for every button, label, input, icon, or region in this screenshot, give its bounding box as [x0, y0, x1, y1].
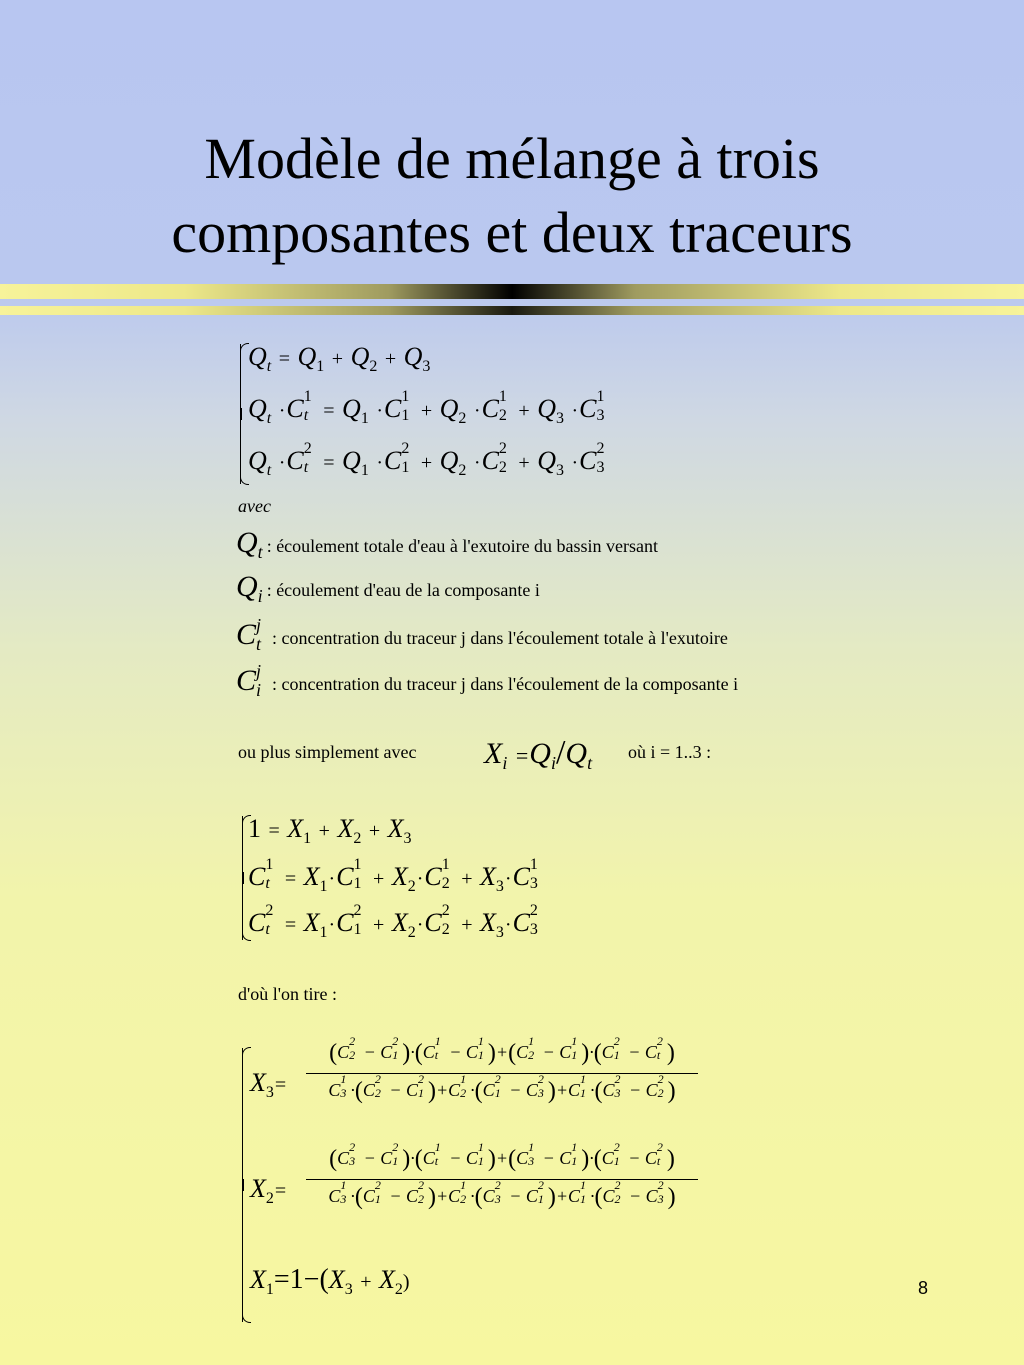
- slide-title: [0, 122, 1024, 270]
- title-line-1: Modèle de mélange à trois: [204, 126, 820, 191]
- system1-brace: [240, 344, 241, 484]
- result-brace: [242, 1048, 243, 1322]
- simplification-prefix: ou plus simplement avec: [238, 742, 417, 762]
- x2-label: $X_2=$: [250, 1174, 287, 1207]
- system2-brace: [242, 816, 243, 940]
- x1-equation: $X_1=1-(X_3 + X_2)$: [250, 1264, 410, 1298]
- system2-eq3: C 2 t = $X_1\cdot C$ 2 1 + $X_2\cdot C$ 2 2 + $X_3\cdot C$ 2 3: [248, 902, 538, 941]
- decorative-band-top: [0, 284, 1024, 299]
- x2-fraction: [306, 1140, 698, 1211]
- system2-eq2: C 1 t = $X_1\cdot C$ 1 1 + $X_2\cdot C$ 1 2 + $X_3\cdot C$ 1 3: [248, 856, 538, 895]
- x3-fraction: [306, 1034, 698, 1105]
- decorative-band-bottom: [0, 306, 1024, 315]
- simplification-suffix: où i = 1..3 :: [628, 742, 712, 762]
- x3-numerator: (C 2 2 − C 2 1 )·(C 1 t − C 1 1 )+(C 1 2 − C 1 1 )·(C 2 1 − C 2 t ): [329, 1034, 675, 1066]
- simplification-formula: $X_i =Q_i/Q_t$: [484, 734, 593, 773]
- x3-denominator: C 1 3 ·(C 2 2 − C 2 1 )+C 1 2 ·(C 2 1 − C 2 3 )+C 1 1 ·(C 2 3 − C 2 2 ): [328, 1072, 676, 1104]
- system1-eq1: $Q_t = Q_1 + Q_2 + Q_3$: [248, 342, 431, 375]
- system2-eq1: $1 = X_1 + X_2 + X_3$: [248, 814, 412, 847]
- conclusion-label: d'où l'on tire :: [238, 984, 337, 1004]
- x2-denominator: C 1 3 ·(C 2 1 − C 2 2 )+C 1 2 ·(C 2 3 − C 2 1 )+C 1 1 ·(C 2 2 − C 2 3 ): [328, 1178, 676, 1210]
- system1-eq3: $Q_t \cdot C$ 2 t = $Q_1 \cdot C$ 2 1 + $Q_2 \cdot C$ 2 2 + $Q_3 \cdot C$ 2 3: [248, 440, 605, 479]
- definition-ctj: C j t : concentration du traceur j dans l'écoulement totale à l'exutoire: [236, 615, 728, 654]
- definition-qt: Qt : écoulement totale d'eau à l'exutoire du bassin versant: [236, 526, 659, 562]
- page-number: 8: [918, 1278, 929, 1298]
- title-line-2: composantes et deux traceurs: [171, 200, 853, 265]
- system1-eq2: $Q_t \cdot C$ 1 t = $Q_1 \cdot C$ 1 1 + $Q_2 \cdot C$ 1 2 + $Q_3 \cdot C$ 1 3: [248, 388, 605, 427]
- avec-label: avec: [238, 496, 271, 516]
- x3-label: $X_3=$: [250, 1068, 287, 1101]
- x2-numerator: (C 2 3 − C 2 1 )·(C 1 t − C 1 1 )+(C 1 3 − C 1 1 )·(C 2 1 − C 2 t ): [329, 1140, 675, 1172]
- definition-qi: Qi : écoulement d'eau de la composante i: [236, 570, 540, 606]
- definition-cij: C j i : concentration du traceur j dans l'écoulement de la composante i: [236, 661, 739, 700]
